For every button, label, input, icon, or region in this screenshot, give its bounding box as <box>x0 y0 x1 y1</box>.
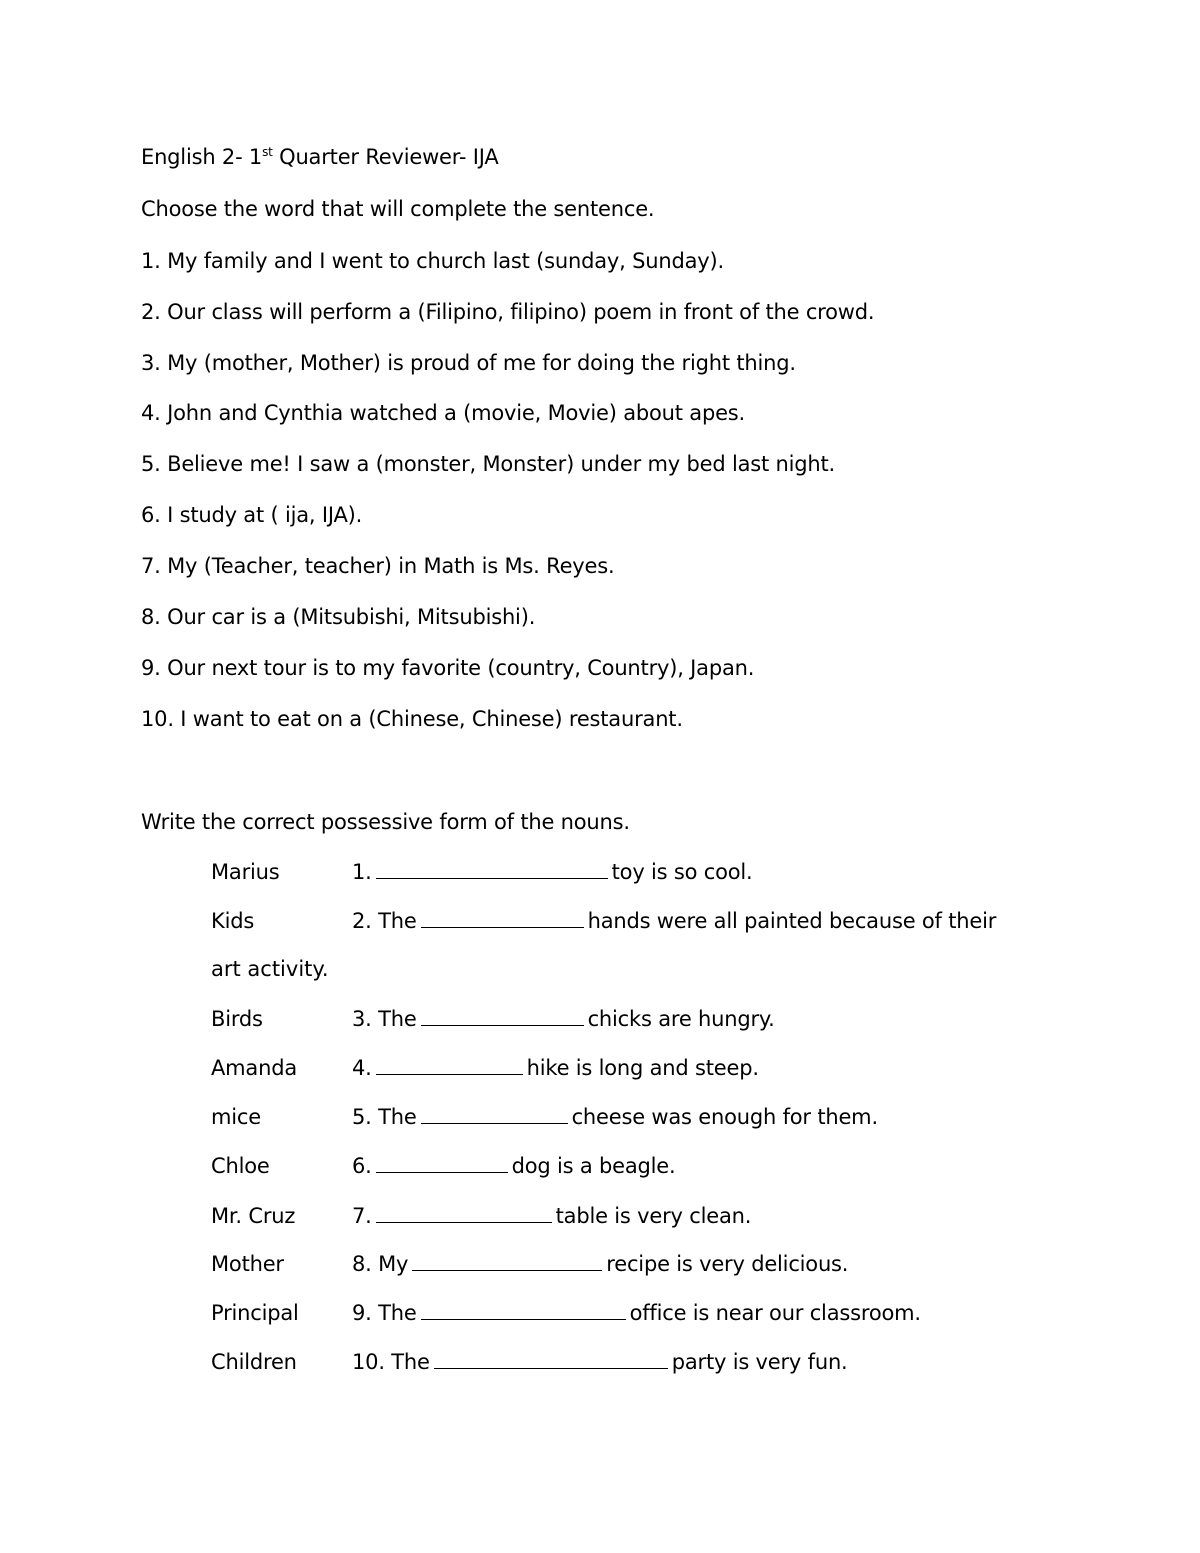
noun-label: Chloe <box>211 1154 270 1178</box>
possessive-sentence <box>352 1202 751 1230</box>
possessive-sentence <box>352 858 753 886</box>
possessive-row <box>211 1250 1111 1278</box>
sentence-end: chicks are hungry. <box>587 1007 775 1031</box>
sentence-start: 3. The <box>352 1007 417 1031</box>
possessive-row <box>211 1299 1111 1327</box>
sentence-continuation: art activity. <box>211 957 329 981</box>
noun-label: Principal <box>211 1301 299 1325</box>
sentence-start: 9. The <box>352 1301 417 1325</box>
possessive-row <box>211 907 1111 935</box>
answer-blank[interactable] <box>421 907 584 928</box>
possessive-row <box>211 1005 1111 1033</box>
sentence-start: 2. The <box>352 909 417 933</box>
part1-item-5: 5. Believe me! I saw a (monster, Monster) under my bed last night. <box>141 452 835 476</box>
possessive-row <box>211 1103 1111 1131</box>
sentence-end: recipe is very delicious. <box>606 1252 849 1276</box>
possessive-sentence <box>352 1054 759 1082</box>
noun-label: Kids <box>211 909 255 933</box>
title-prefix: English 2- 1 <box>141 145 263 169</box>
answer-blank[interactable] <box>421 1103 568 1124</box>
sentence-start: 4. <box>352 1056 372 1080</box>
noun-label: Children <box>211 1350 297 1374</box>
part2-instruction: Write the correct possessive form of the nouns. <box>141 810 630 834</box>
part1-instruction: Choose the word that will complete the sentence. <box>141 197 655 221</box>
sentence-end: toy is so cool. <box>611 860 753 884</box>
page-title <box>141 143 499 171</box>
possessive-row <box>211 1054 1111 1082</box>
sentence-end: cheese was enough for them. <box>571 1105 878 1129</box>
sentence-start: 1. <box>352 860 372 884</box>
part1-item-3: 3. My (mother, Mother) is proud of me for doing the right thing. <box>141 351 796 375</box>
noun-label: Mr. Cruz <box>211 1204 296 1228</box>
sentence-start: 7. <box>352 1204 372 1228</box>
part1-item-7: 7. My (Teacher, teacher) in Math is Ms. Reyes. <box>141 554 615 578</box>
possessive-row <box>211 858 1111 886</box>
answer-blank[interactable] <box>376 858 608 879</box>
possessive-sentence <box>352 1250 848 1278</box>
possessive-sentence <box>352 1152 676 1180</box>
answer-blank[interactable] <box>376 1152 508 1173</box>
part1-item-9: 9. Our next tour is to my favorite (country, Country), Japan. <box>141 656 755 680</box>
possessive-row <box>211 1348 1111 1376</box>
possessive-sentence <box>352 1005 775 1033</box>
possessive-row <box>211 1152 1111 1180</box>
sentence-end: table is very clean. <box>555 1204 752 1228</box>
answer-blank[interactable] <box>421 1005 584 1026</box>
answer-blank[interactable] <box>376 1054 523 1075</box>
answer-blank[interactable] <box>434 1348 668 1369</box>
sentence-end: hands were all painted because of their <box>587 909 997 933</box>
part1-item-2: 2. Our class will perform a (Filipino, filipino) poem in front of the crowd. <box>141 300 875 324</box>
part1-item-8: 8. Our car is a (Mitsubishi, Mitsubishi). <box>141 605 536 629</box>
sentence-start: 5. The <box>352 1105 417 1129</box>
noun-label: Mother <box>211 1252 284 1276</box>
noun-label: Marius <box>211 860 280 884</box>
answer-blank[interactable] <box>412 1250 602 1271</box>
possessive-sentence <box>352 907 996 935</box>
sentence-end: party is very fun. <box>671 1350 848 1374</box>
title-superscript: st <box>262 145 273 159</box>
answer-blank[interactable] <box>421 1299 626 1320</box>
noun-label: mice <box>211 1105 261 1129</box>
sentence-end: office is near our classroom. <box>629 1301 921 1325</box>
possessive-sentence <box>352 1348 848 1376</box>
sentence-end: hike is long and steep. <box>526 1056 759 1080</box>
possessive-sentence <box>352 1103 878 1131</box>
sentence-start: 10. The <box>352 1350 430 1374</box>
sentence-end: dog is a beagle. <box>511 1154 676 1178</box>
answer-blank[interactable] <box>376 1202 552 1223</box>
part1-item-4: 4. John and Cynthia watched a (movie, Movie) about apes. <box>141 401 746 425</box>
sentence-start: 8. My <box>352 1252 409 1276</box>
possessive-sentence <box>352 1299 921 1327</box>
part1-item-6: 6. I study at ( ija, IJA). <box>141 503 363 527</box>
possessive-row <box>211 1202 1111 1230</box>
part1-item-10: 10. I want to eat on a (Chinese, Chinese) restaurant. <box>141 707 683 731</box>
sentence-start: 6. <box>352 1154 372 1178</box>
noun-label: Birds <box>211 1007 263 1031</box>
noun-label: Amanda <box>211 1056 297 1080</box>
title-suffix: Quarter Reviewer- IJA <box>272 145 499 169</box>
part1-item-1: 1. My family and I went to church last (sunday, Sunday). <box>141 249 724 273</box>
